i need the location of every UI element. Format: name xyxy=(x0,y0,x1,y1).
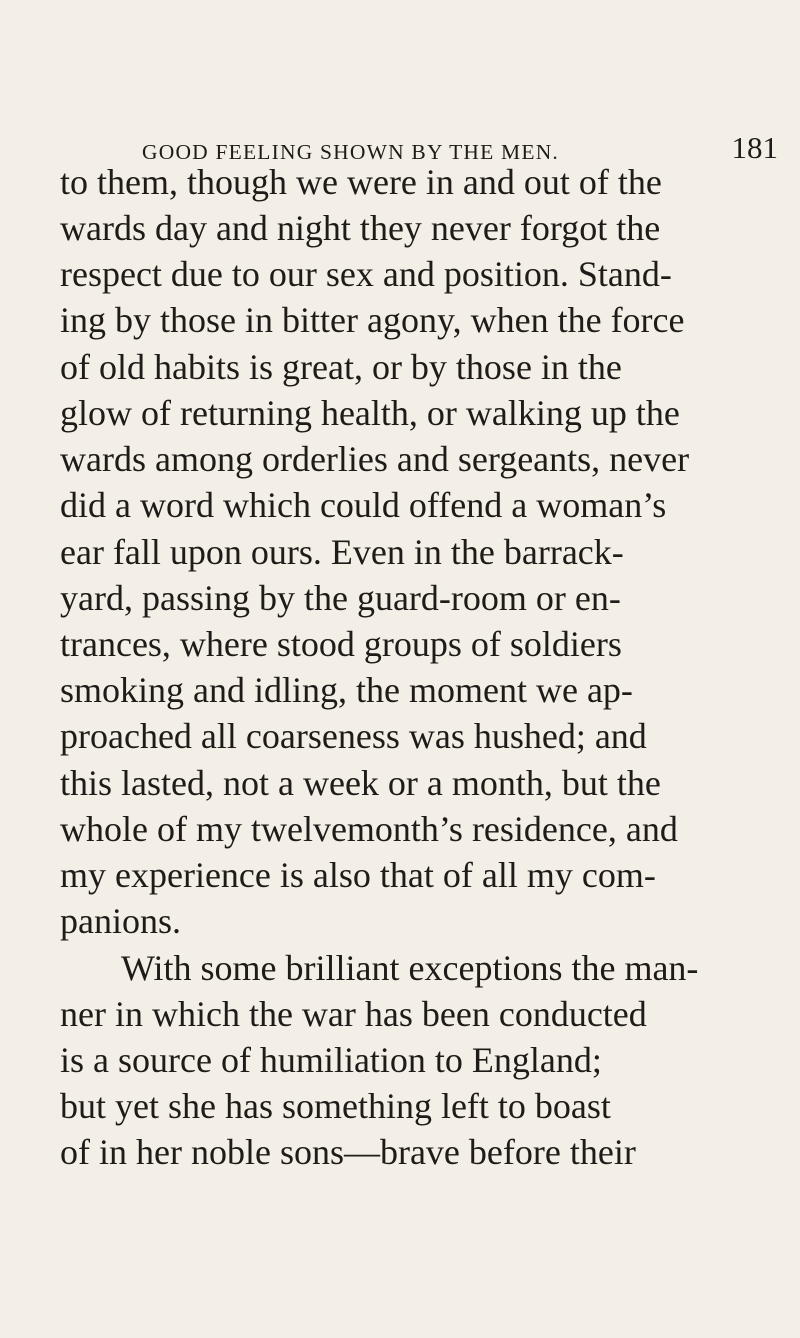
text-line: ear fall upon ours. Even in the barrack- xyxy=(60,532,624,572)
text-line: panions. xyxy=(60,901,181,941)
text-line: smoking and idling, the moment we ap- xyxy=(60,670,633,710)
text-line-paragraph-start: With some brilliant exceptions the man- xyxy=(121,948,699,988)
text-line: proached all coarseness was hushed; and xyxy=(60,716,647,756)
text-line: of in her noble sons—brave before their xyxy=(60,1132,636,1172)
text-line: wards day and night they never forgot the xyxy=(60,208,661,248)
text-line: whole of my twelvemonth’s residence, and xyxy=(60,809,678,849)
text-line: of old habits is great, or by those in the xyxy=(60,347,622,387)
text-line: glow of returning health, or walking up the xyxy=(60,393,680,433)
text-line: did a word which could offend a woman’s xyxy=(60,485,667,525)
text-line: ner in which the war has been conducted xyxy=(60,994,647,1034)
text-line: trances, where stood groups of soldiers xyxy=(60,624,622,664)
text-line: is a source of humiliation to England; xyxy=(60,1040,602,1080)
text-line: yard, passing by the guard-room or en- xyxy=(60,578,621,618)
text-line: wards among orderlies and sergeants, never xyxy=(60,439,690,479)
page-number: 181 xyxy=(731,130,778,165)
text-line: respect due to our sex and position. Stand- xyxy=(60,254,672,294)
text-line: but yet she has something left to boast xyxy=(60,1086,611,1126)
text-line: this lasted, not a week or a month, but the xyxy=(60,763,661,803)
running-title: GOOD FEELING SHOWN BY THE MEN. xyxy=(142,140,560,164)
text-line: my experience is also that of all my com- xyxy=(60,855,656,895)
text-line: ing by those in bitter agony, when the force xyxy=(60,300,685,340)
text-line: to them, though we were in and out of the xyxy=(60,162,662,202)
